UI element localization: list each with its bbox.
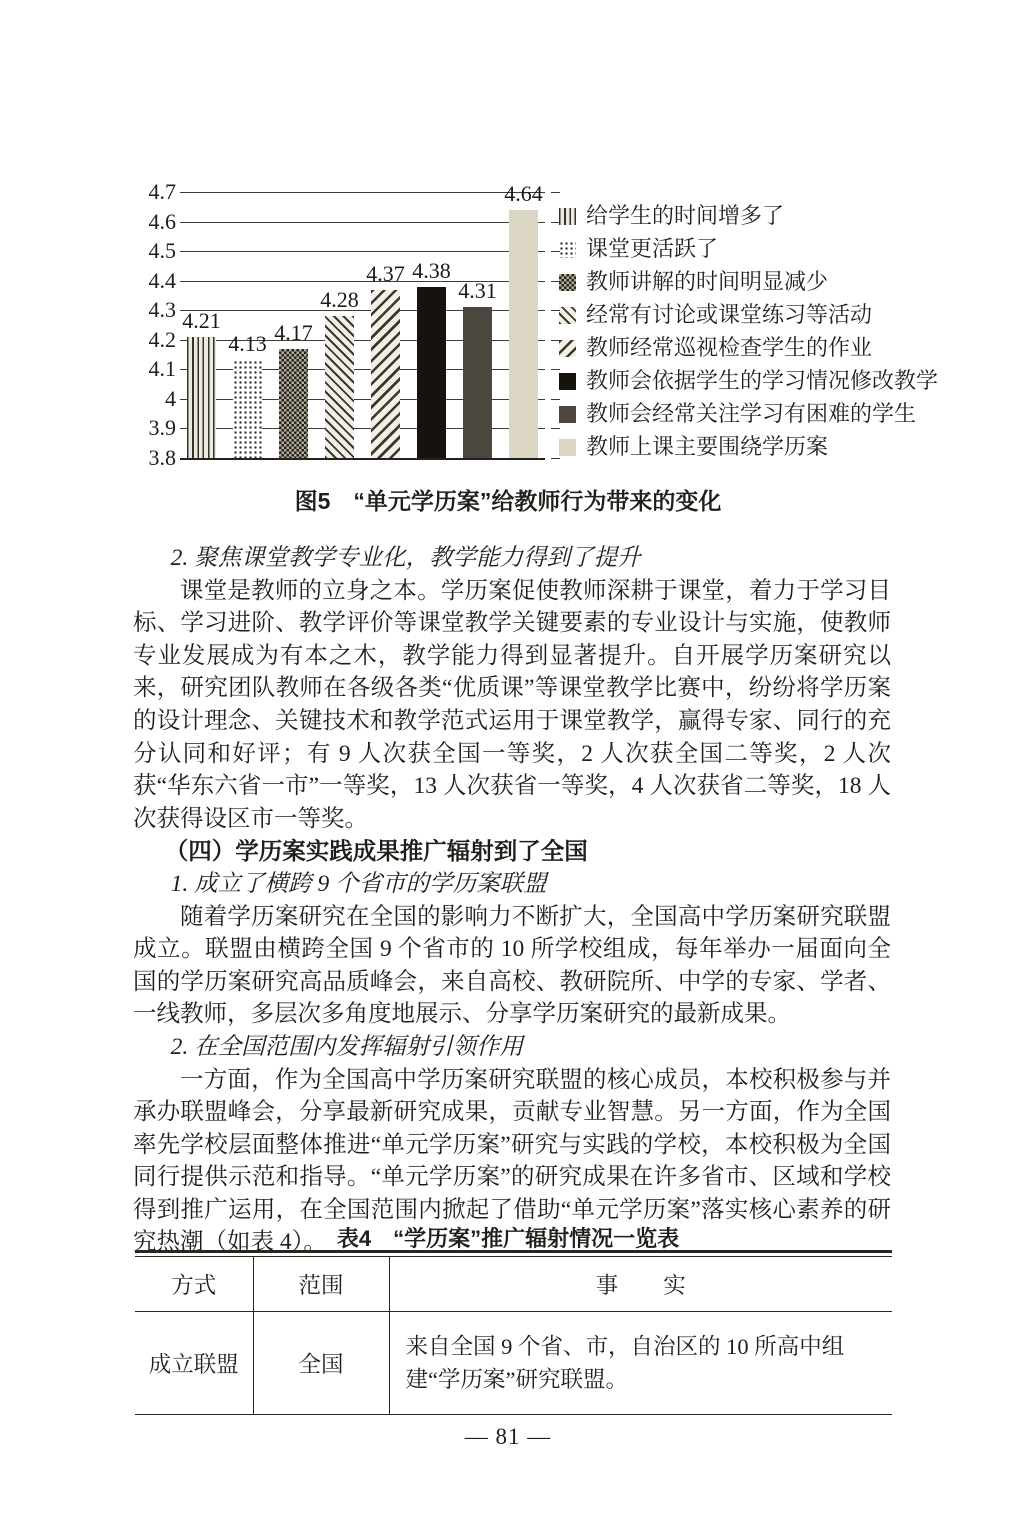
right-tick xyxy=(551,340,560,341)
table-title: 表4 “学历案”推广辐射情况一览表 xyxy=(336,1226,680,1251)
bar xyxy=(228,331,267,458)
right-tick xyxy=(551,399,560,400)
right-tick xyxy=(551,369,560,370)
bar xyxy=(412,257,451,458)
legend-swatch xyxy=(559,208,576,225)
right-tick xyxy=(551,428,560,429)
bar xyxy=(182,307,221,458)
legend-swatch xyxy=(559,241,576,258)
right-tick xyxy=(551,192,560,193)
bar-value-label: 4.17 xyxy=(274,319,313,345)
table-cell: 全国 xyxy=(253,1311,389,1414)
legend-label: 课堂更活跃了 xyxy=(586,236,719,261)
section-heading: 1. 成立了横跨 9 个省市的学历案联盟 xyxy=(170,870,547,897)
body-copy xyxy=(133,542,891,1259)
y-tick-label: 3.8 xyxy=(148,445,176,470)
bar-chart-figure xyxy=(142,179,939,470)
table-header-cell: 方式 xyxy=(135,1256,253,1311)
legend-item xyxy=(559,368,938,394)
legend-item xyxy=(559,269,938,295)
legend-swatch xyxy=(559,340,576,357)
right-tick xyxy=(551,458,560,459)
figure-caption: 图5 “单元学历案”给教师行为带来的变化 xyxy=(294,488,722,514)
legend-item xyxy=(559,302,938,328)
table-cell: 来自全国 9 个省、市，自治区的 10 所高中组建“学历案”研究联盟。 xyxy=(389,1311,892,1414)
legend-item xyxy=(559,236,938,262)
gridline xyxy=(180,458,545,460)
section-heading: （四）学历案实践成果推广辐射到了全国 xyxy=(164,838,588,865)
chart-bars xyxy=(180,180,545,458)
right-tick xyxy=(551,310,560,311)
legend-label: 教师会经常关注学习有困难的学生 xyxy=(586,401,917,426)
data-table xyxy=(135,1256,892,1415)
bar-value-label: 4.64 xyxy=(504,180,543,206)
table-head xyxy=(135,1256,892,1311)
page-number: — 81 — xyxy=(464,1424,552,1449)
y-tick-label: 4.1 xyxy=(148,356,176,382)
legend-swatch xyxy=(559,406,576,423)
table-header-cell: 事 实 xyxy=(389,1256,892,1311)
bar-value-label: 4.31 xyxy=(458,278,497,304)
legend-label: 教师经常巡视检查学生的作业 xyxy=(586,335,873,360)
section-heading: 2. 在全国范围内发挥辐射引领作用 xyxy=(170,1033,524,1060)
legend-label: 给学生的时间增多了 xyxy=(586,203,785,228)
bar-value-label: 4.37 xyxy=(366,260,405,286)
legend-swatch xyxy=(559,274,576,291)
section-heading: 2. 聚焦课堂教学专业化，教学能力得到了提升 xyxy=(170,545,641,571)
y-tick-label: 4.5 xyxy=(148,238,176,264)
body-paragraph: 随着学历案研究在全国的影响力不断扩大，全国高中学历案研究联盟成立。联盟由横跨全国 9 个省市的 10 所学校组成，每年举办一届面向全国的学历案研究高品质峰会，来自高校、教研院所、中学的专家、学者、一线教师，多层次多角度地展示、分享学历案研究的最新成果。 xyxy=(133,903,891,1028)
table-header-cell: 范围 xyxy=(253,1256,389,1311)
legend-item xyxy=(559,203,938,229)
right-tick xyxy=(551,251,560,252)
y-tick-label: 4.2 xyxy=(148,326,176,352)
right-tick xyxy=(551,281,560,282)
y-tick-label: 4 xyxy=(165,385,176,411)
bar xyxy=(458,278,497,458)
y-tick-label: 4.7 xyxy=(148,179,176,204)
legend-swatch xyxy=(559,439,576,456)
legend-swatch xyxy=(559,373,576,390)
y-tick-label: 3.9 xyxy=(148,415,176,441)
chart-legend xyxy=(559,192,938,460)
chart-y-axis xyxy=(142,179,180,470)
bar-value-label: 4.13 xyxy=(228,331,267,357)
chart-plot xyxy=(180,180,545,458)
table-body xyxy=(135,1311,892,1414)
table-row xyxy=(135,1311,892,1414)
table-cell: 成立联盟 xyxy=(148,1351,239,1377)
bar-value-label: 4.38 xyxy=(412,257,451,283)
bar xyxy=(320,287,359,458)
table-header-row xyxy=(135,1256,892,1311)
legend-label: 教师上课主要围绕学历案 xyxy=(586,434,829,459)
legend-swatch xyxy=(559,307,576,324)
legend-label: 教师讲解的时间明显减少 xyxy=(586,269,829,294)
y-tick-label: 4.6 xyxy=(148,208,176,234)
y-tick-label: 4.4 xyxy=(148,267,176,293)
right-tick xyxy=(551,222,560,223)
body-paragraph: 课堂是教师的立身之本。学历案促使教师深耕于课堂，着力于学习目标、学习进阶、教学评价等课堂教学关键要素的专业设计与实施，使教师专业发展成为有本之木，教学能力得到显著提升。自开展学历案研究以来，研究团队教师在各级各类“优质课”等课堂教学比赛中，纷纷将学历案的设计理念、关键技术和教学范式运用于课堂教学，赢得专家、同行的充分认同和好评；有 9 人次获全国一等奖，2 人次获全国二等奖，2 人次获“华东六省一市”一等奖，13 人次获省一等奖，4 人次获省二等奖，18 人次获得设区市一等奖。 xyxy=(133,577,891,832)
table-wrap xyxy=(135,1250,892,1415)
legend-item xyxy=(559,335,938,361)
bar xyxy=(366,260,405,458)
bar-value-label: 4.21 xyxy=(182,307,221,333)
body-paragraph: 一方面，作为全国高中学历案研究联盟的核心成员，本校积极参与并承办联盟峰会，分享最新研究成果，贡献专业智慧。另一方面，作为全国率先学校层面整体推进“单元学历案”研究与实践的学校，本校积极为全国同行提供示范和指导。“单元学历案”的研究成果在许多省市、区域和学校得到推广运用，在全国范围内掀起了借助“单元学历案”落实核心素养的研究热潮（如表 4）。 xyxy=(133,1066,891,1256)
bar xyxy=(274,319,313,458)
y-tick-label: 4.3 xyxy=(148,297,176,323)
legend-item xyxy=(559,401,938,427)
legend-label: 经常有讨论或课堂练习等活动 xyxy=(586,302,873,327)
bar-value-label: 4.28 xyxy=(320,287,359,313)
bar xyxy=(504,180,543,458)
legend-label: 教师会依据学生的学习情况修改教学 xyxy=(586,368,939,393)
legend-item xyxy=(559,434,938,460)
